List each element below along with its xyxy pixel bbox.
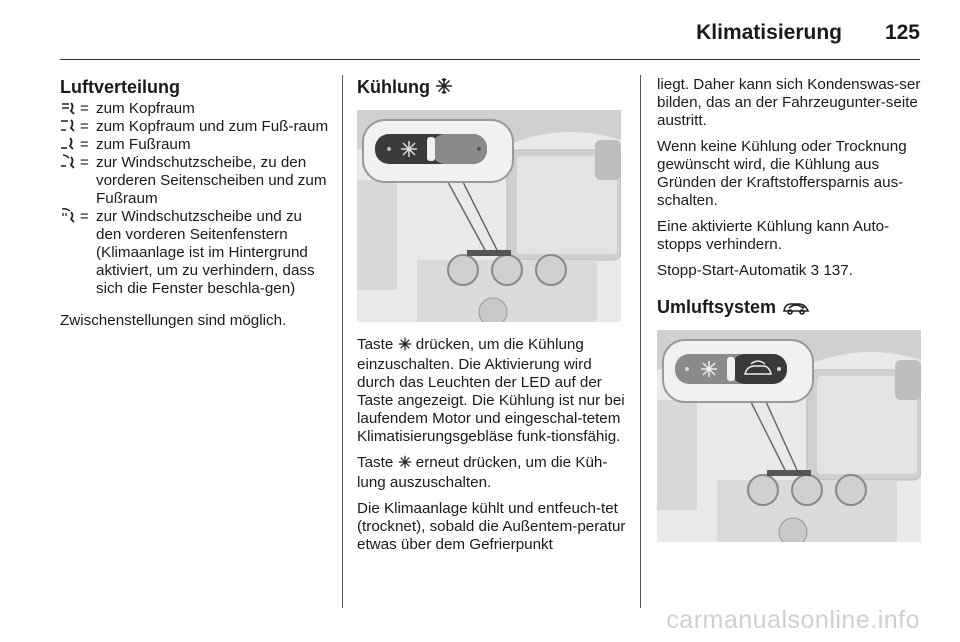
inline-text: Taste — [357, 454, 394, 471]
inline-text: drücken, um die Kühlung einzuschalten. Die Aktivierung wird durch das Leuchten der LED auf der Taste angezeigt. Die Kühlung ist nur bei laufendem Motor und eingeschal-tetem Klimatisierungsgebläse funk-tionsfähig. — [357, 336, 625, 445]
windscreen-defrost-icon — [60, 208, 80, 226]
dashboard-cooling-button-photo — [357, 110, 621, 322]
definition-equals: = — [80, 118, 89, 135]
page-reference-arrow: 3 — [810, 262, 820, 279]
right-paragraph-2: Wenn keine Kühlung oder Trocknung gewünscht wird, die Kühlung aus Gründen der Kraftstoffersparnis aus-schalten. — [657, 138, 907, 209]
page-header — [60, 18, 920, 60]
definition-equals: = — [80, 100, 89, 117]
definition-row — [60, 136, 330, 154]
section-heading-text: Umluftsystem — [657, 297, 777, 317]
section-heading-cooling — [357, 76, 627, 100]
dashboard-recirculation-button-photo — [657, 330, 921, 542]
cooling-paragraph-1 — [357, 336, 627, 446]
definition-row — [60, 118, 330, 136]
feet-airflow-icon — [60, 136, 80, 154]
header-rule — [60, 59, 920, 60]
head-airflow-icon — [60, 100, 80, 118]
definition-text: zum Fußraum — [96, 136, 191, 153]
snowflake-icon — [435, 77, 453, 100]
definition-text: zur Windschutzscheibe, zu den vorderen Seitenscheiben und zum Fußraum — [96, 154, 327, 207]
right-paragraph-4 — [657, 262, 923, 280]
watermark-text: carmanualsonline.info — [666, 606, 920, 634]
definition-text: zur Windschutzscheibe und zu den vorderen Seitenfenstern (Klimaanlage ist im Hintergrund aktiviert, um zu verhindern, dass sich die Fenster beschla-gen) — [96, 208, 315, 297]
cooling-paragraph-2 — [357, 454, 627, 492]
definition-equals: = — [80, 136, 89, 153]
definition-text: zum Kopfraum und zum Fuß-raum — [96, 118, 329, 135]
inline-text: erneut drücken, um die Küh-lung auszuschalten. — [357, 454, 608, 491]
head-feet-airflow-icon — [60, 118, 80, 136]
definition-row — [60, 154, 330, 208]
definition-row — [60, 208, 330, 298]
section-heading-text: Kühlung — [357, 77, 430, 97]
snowflake-icon — [398, 455, 412, 474]
page-number: 125 — [884, 21, 920, 44]
windscreen-feet-airflow-icon — [60, 154, 80, 172]
definition-row — [60, 100, 330, 118]
section-heading-recirculation — [657, 296, 923, 320]
column-divider-left — [342, 75, 343, 608]
page-reference-number: 137. — [823, 262, 853, 279]
definition-equals: = — [80, 208, 89, 225]
page-title: Klimatisierung — [696, 21, 842, 44]
column-divider-right — [640, 75, 641, 608]
recirculation-car-icon — [781, 298, 811, 320]
middle-column — [357, 76, 627, 562]
right-column — [657, 76, 923, 542]
note-text: Zwischenstellungen sind möglich. — [60, 312, 287, 329]
definition-text: zum Kopfraum — [96, 100, 195, 117]
section-heading-air-distribution: Luftverteilung — [60, 77, 180, 97]
cooling-paragraph-3: Die Klimaanlage kühlt und entfeuch-tet (trocknet), sobald die Außentem-peratur etwas über dem Gefrierpunkt — [357, 500, 626, 553]
right-paragraph-1: liegt. Daher kann sich Kondenswas-ser bilden, das an der Fahrzeugunter-seite austritt. — [657, 76, 921, 129]
left-column — [60, 76, 330, 338]
definition-equals: = — [80, 154, 89, 171]
cross-reference-text: Stopp-Start-Automatik — [657, 262, 807, 279]
snowflake-icon — [398, 337, 412, 356]
right-paragraph-3: Eine aktivierte Kühlung kann Auto-stopps verhindern. — [657, 218, 890, 253]
inline-text: Taste — [357, 336, 394, 353]
